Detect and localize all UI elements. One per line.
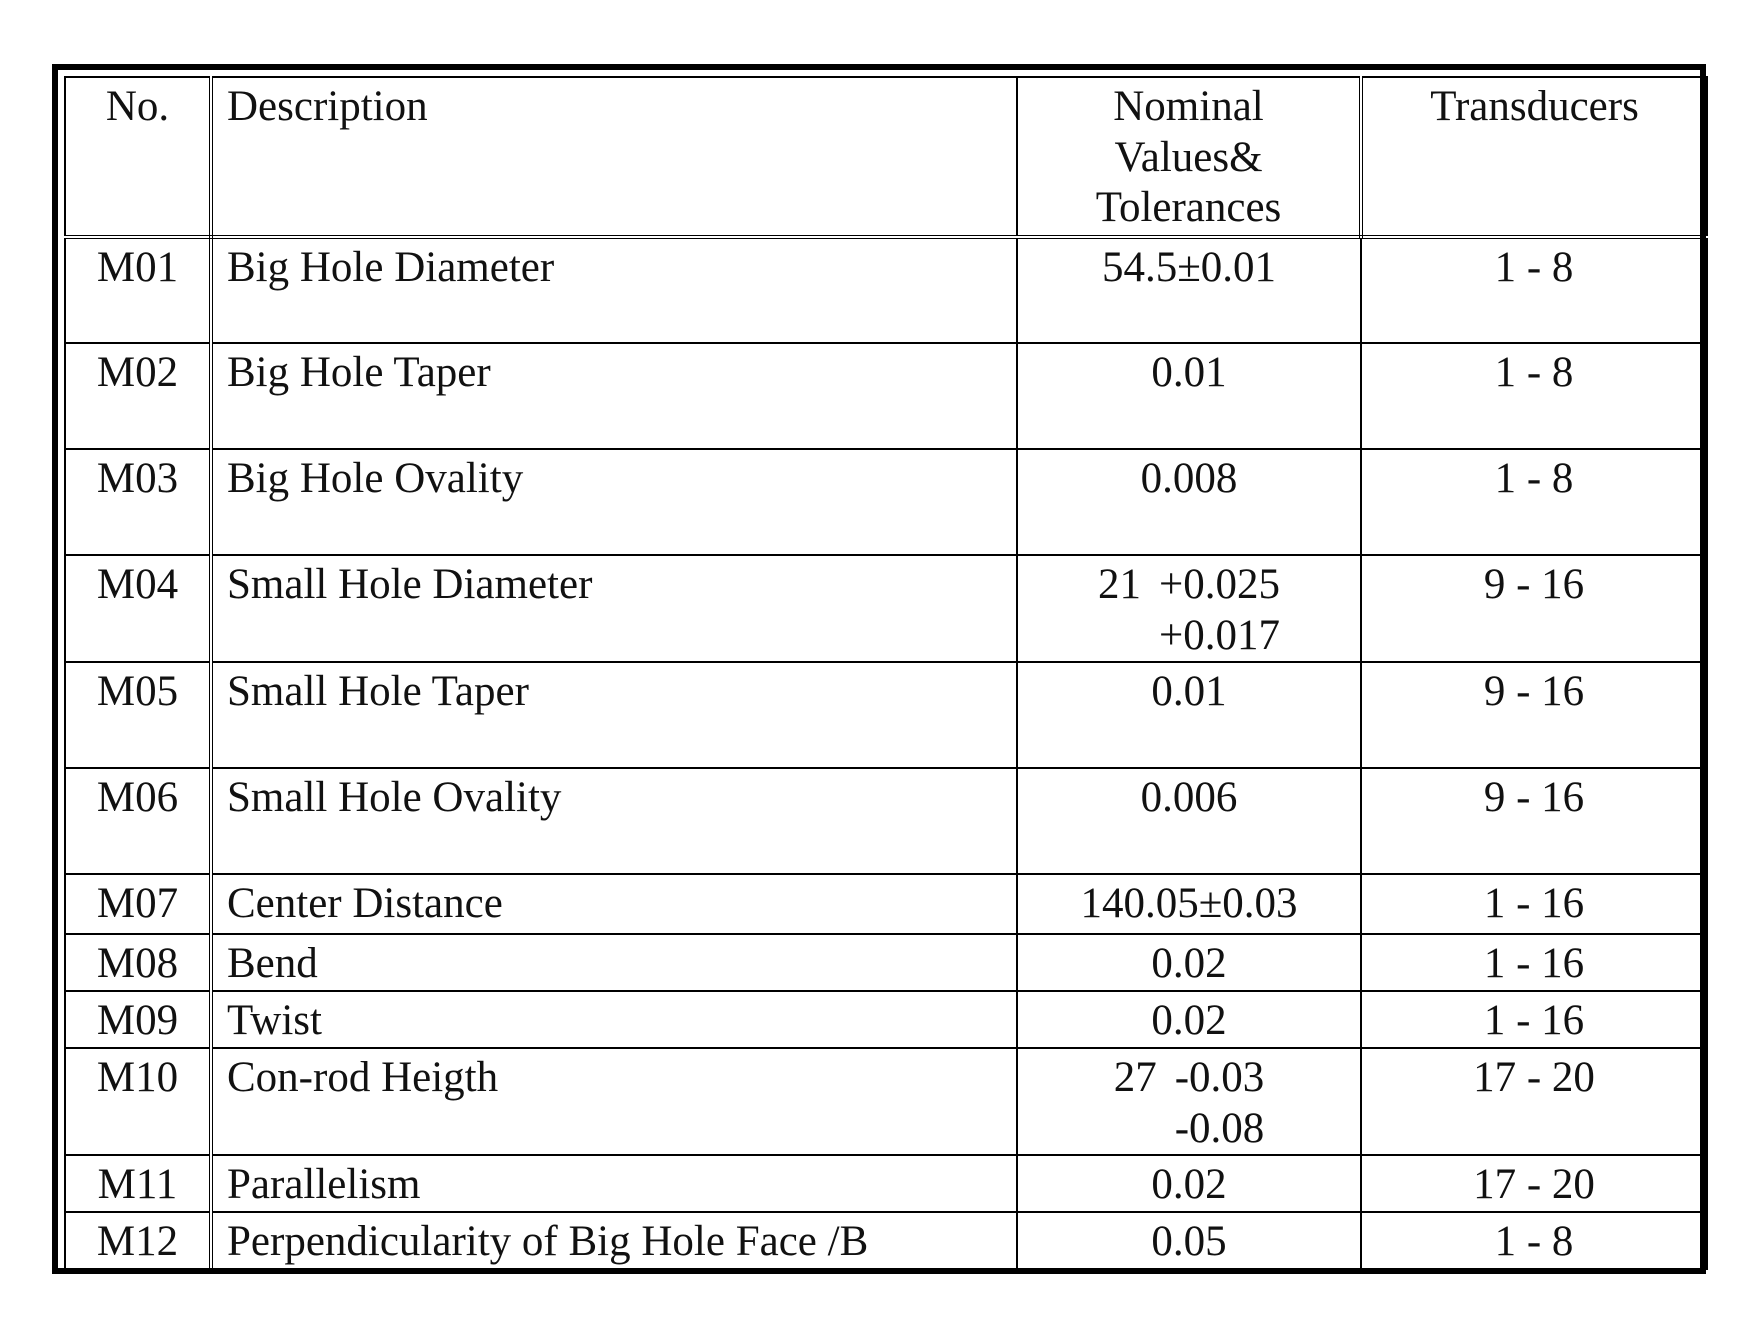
measurements-table — [64, 76, 1708, 1270]
row-nominal: 0.006 — [1017, 768, 1361, 874]
nominal-base: 27 — [1113, 1053, 1157, 1101]
table-row — [65, 449, 1707, 555]
row-no: M12 — [65, 1212, 211, 1269]
row-description: Small Hole Taper — [211, 662, 1017, 768]
row-no: M01 — [65, 237, 211, 343]
row-transducers: 1 - 8 — [1361, 449, 1707, 555]
row-transducers: 1 - 16 — [1361, 874, 1707, 934]
row-transducers: 1 - 8 — [1361, 343, 1707, 449]
header-nominal-line3: Tolerances — [1095, 184, 1282, 232]
table-row — [65, 1212, 1707, 1269]
row-nominal: 0.01 — [1017, 662, 1361, 768]
row-nominal: 0.008 — [1017, 449, 1361, 555]
table-row — [65, 555, 1707, 662]
header-transducers: Transducers — [1361, 77, 1707, 237]
nominal-base: 21 — [1097, 561, 1141, 608]
tolerance-lower: +0.017 — [1158, 611, 1280, 659]
row-no: M02 — [65, 343, 211, 449]
row-no: M07 — [65, 874, 211, 934]
table-row — [65, 237, 1707, 343]
row-description: Perpendicularity of Big Hole Face /B — [211, 1212, 1017, 1269]
table-frame — [52, 64, 1706, 1274]
row-no: M03 — [65, 449, 211, 555]
row-nominal: 0.05 — [1017, 1212, 1361, 1269]
row-transducers: 9 - 16 — [1361, 555, 1707, 662]
table-row — [65, 1048, 1707, 1155]
row-nominal: 0.02 — [1017, 991, 1361, 1048]
row-nominal: 0.02 — [1017, 934, 1361, 991]
row-nominal — [1017, 555, 1361, 662]
row-description: Big Hole Taper — [211, 343, 1017, 449]
header-no: No. — [65, 77, 211, 237]
header-row — [65, 77, 1707, 237]
table-row — [65, 768, 1707, 874]
row-transducers: 1 - 16 — [1361, 991, 1707, 1048]
row-description: Big Hole Ovality — [211, 449, 1017, 555]
table-row — [65, 991, 1707, 1048]
row-nominal: 54.5±0.01 — [1017, 237, 1361, 343]
table-row — [65, 1155, 1707, 1212]
row-no: M11 — [65, 1155, 211, 1212]
row-description: Bend — [211, 934, 1017, 991]
row-description: Small Hole Diameter — [211, 555, 1017, 662]
row-no: M04 — [65, 555, 211, 662]
row-description: Big Hole Diameter — [211, 237, 1017, 343]
table-row — [65, 874, 1707, 934]
row-no: M10 — [65, 1048, 211, 1155]
header-nominal-line2: Values& — [1114, 133, 1263, 181]
tolerance-upper: -0.03 — [1174, 1053, 1265, 1101]
row-no: M08 — [65, 934, 211, 991]
table-row — [65, 343, 1707, 449]
tolerance-lower: -0.08 — [1174, 1104, 1265, 1152]
row-description: Con-rod Heigth — [211, 1048, 1017, 1155]
row-transducers: 1 - 16 — [1361, 934, 1707, 991]
row-no: M09 — [65, 991, 211, 1048]
row-description: Parallelism — [211, 1155, 1017, 1212]
row-no: M06 — [65, 768, 211, 874]
header-description: Description — [211, 77, 1017, 237]
row-transducers: 17 - 20 — [1361, 1048, 1707, 1155]
table-row — [65, 934, 1707, 991]
tolerance-upper: +0.025 — [1158, 561, 1280, 608]
row-no: M05 — [65, 662, 211, 768]
row-nominal: 0.01 — [1017, 343, 1361, 449]
table-row — [65, 662, 1707, 768]
row-transducers: 9 - 16 — [1361, 768, 1707, 874]
row-transducers: 1 - 8 — [1361, 237, 1707, 343]
row-nominal — [1017, 1048, 1361, 1155]
row-nominal: 140.05±0.03 — [1017, 874, 1361, 934]
header-nominal-line1: Nominal — [1113, 83, 1264, 130]
row-transducers: 1 - 8 — [1361, 1212, 1707, 1269]
row-description: Center Distance — [211, 874, 1017, 934]
row-description: Small Hole Ovality — [211, 768, 1017, 874]
row-transducers: 17 - 20 — [1361, 1155, 1707, 1212]
row-description: Twist — [211, 991, 1017, 1048]
row-transducers: 9 - 16 — [1361, 662, 1707, 768]
header-nominal — [1017, 77, 1361, 237]
row-nominal: 0.02 — [1017, 1155, 1361, 1212]
